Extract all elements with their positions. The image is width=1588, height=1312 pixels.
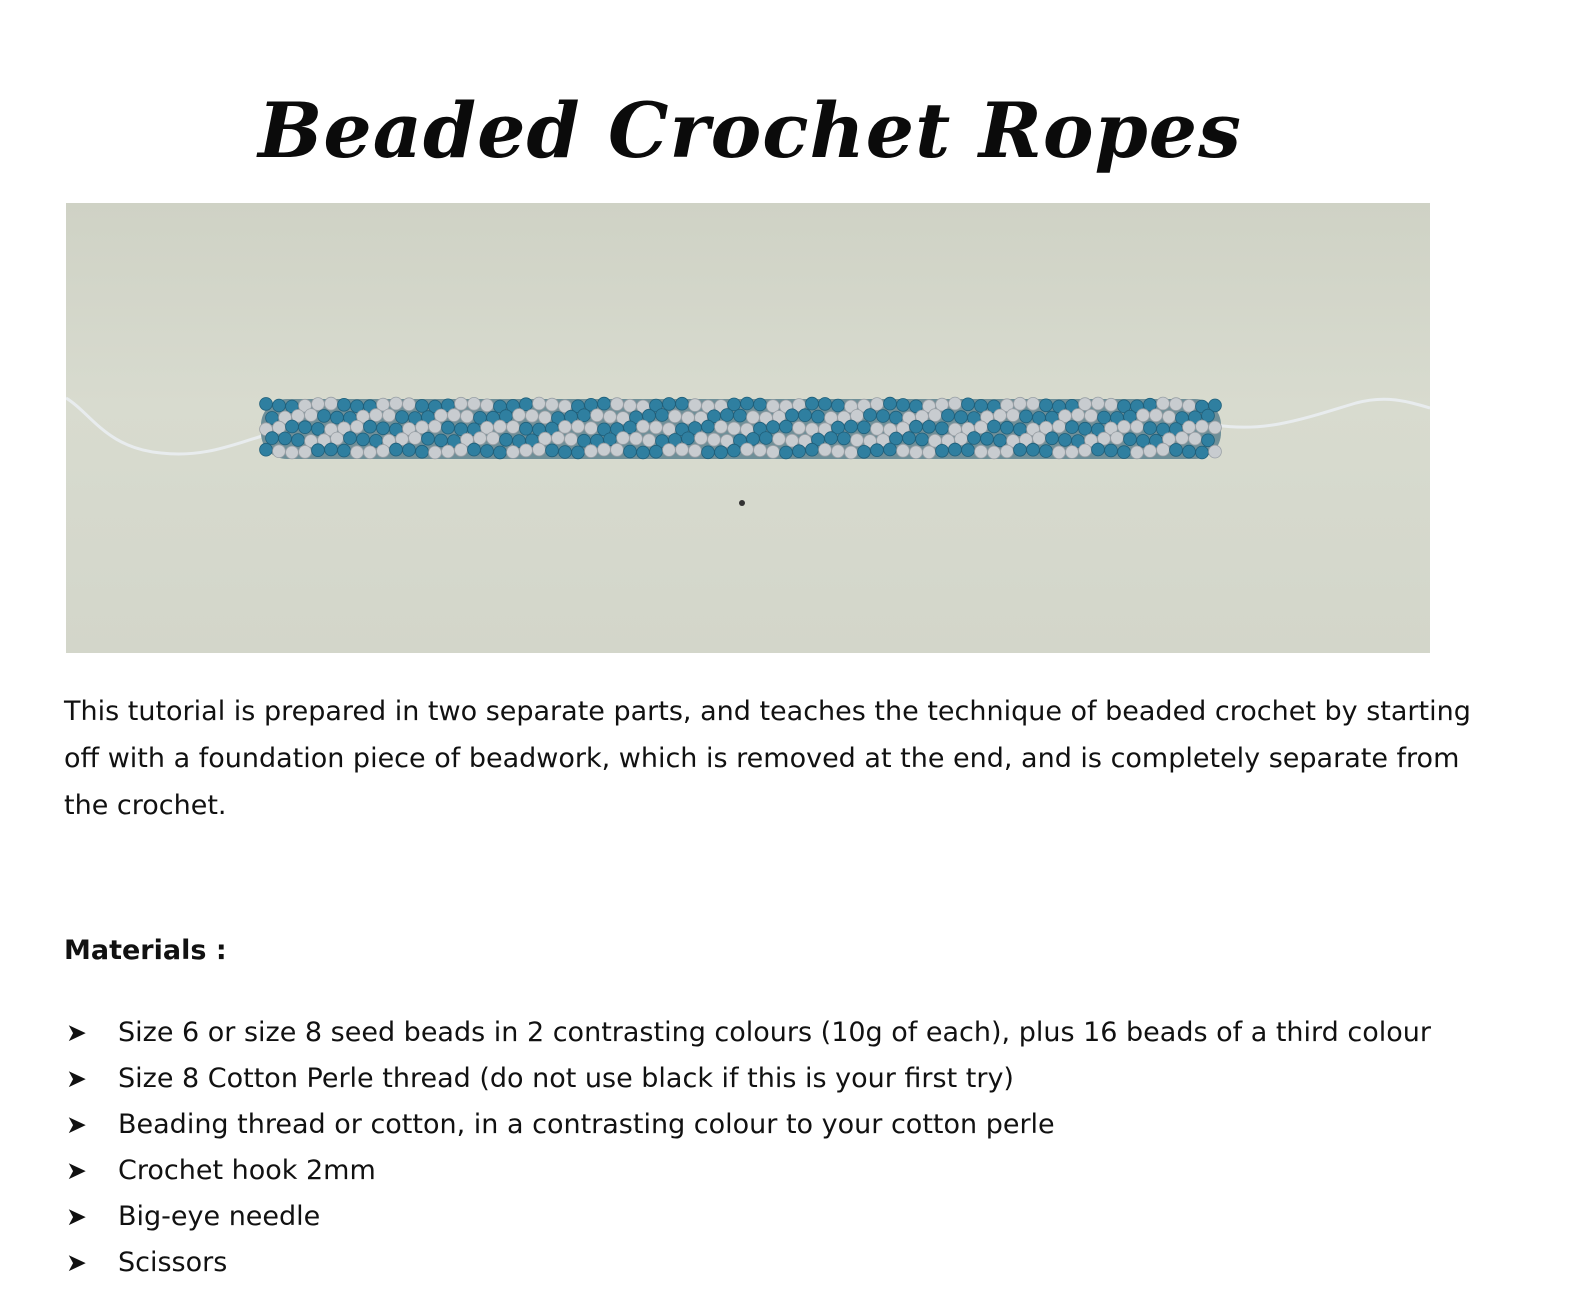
blue-bead	[468, 443, 481, 456]
blue-bead	[1092, 443, 1105, 456]
silver-bead	[416, 421, 429, 434]
blue-bead	[721, 409, 734, 422]
silver-bead	[1072, 409, 1085, 422]
silver-bead	[533, 443, 546, 456]
materials-item	[64, 1102, 1504, 1148]
silver-bead	[273, 445, 286, 458]
blue-bead	[741, 397, 754, 410]
silver-bead	[988, 446, 1001, 459]
arrowhead-bullet-icon: ➤	[66, 1156, 87, 1185]
silver-bead	[461, 410, 474, 423]
silver-bead	[1176, 432, 1189, 445]
blue-bead	[819, 398, 832, 411]
silver-bead	[819, 443, 832, 456]
blue-bead	[442, 421, 455, 434]
blue-bead	[754, 398, 767, 411]
silver-bead	[1053, 420, 1066, 433]
silver-bead	[520, 444, 533, 457]
blue-bead	[884, 443, 897, 456]
silver-bead	[1105, 398, 1118, 411]
blue-bead	[994, 434, 1007, 447]
silver-bead	[585, 445, 598, 458]
arrowhead-bullet-icon: ➤	[66, 1248, 87, 1277]
silver-bead	[507, 446, 520, 459]
silver-bead	[1007, 409, 1020, 422]
silver-bead	[929, 409, 942, 422]
blue-bead	[578, 409, 591, 422]
materials-list	[64, 1010, 1504, 1286]
blue-bead	[279, 432, 292, 445]
silver-bead	[1092, 397, 1105, 410]
silver-bead	[1209, 445, 1222, 458]
blue-bead	[767, 421, 780, 434]
blue-bead	[682, 432, 695, 445]
silver-bead	[552, 432, 565, 445]
right-thread	[1216, 399, 1430, 427]
blue-bead	[292, 434, 305, 447]
silver-bead	[539, 411, 552, 424]
silver-bead	[728, 422, 741, 435]
silver-bead	[1157, 443, 1170, 456]
blue-bead	[838, 432, 851, 445]
silver-bead	[637, 420, 650, 433]
silver-bead	[364, 446, 377, 459]
blue-bead	[715, 446, 728, 459]
silver-bead	[1137, 409, 1150, 422]
blue-bead	[1079, 422, 1092, 435]
blue-bead	[286, 420, 299, 433]
blue-bead	[520, 398, 533, 411]
blue-bead	[1066, 421, 1079, 434]
left-thread	[66, 398, 266, 454]
blue-bead	[884, 397, 897, 410]
silver-bead	[747, 411, 760, 424]
blue-bead	[273, 399, 286, 412]
silver-bead	[585, 422, 598, 435]
silver-bead	[565, 433, 578, 446]
blue-bead	[845, 420, 858, 433]
blue-bead	[806, 397, 819, 410]
intro-paragraph: This tutorial is prepared in two separate parts, and teaches the technique of beaded crochet by starting off with a foundation piece of beadwork, which is removed at the end, and is completely separate from the crochet.	[64, 696, 1471, 821]
silver-bead	[591, 409, 604, 422]
blue-bead	[338, 398, 351, 411]
materials-item-text: Crochet hook 2mm	[118, 1155, 376, 1186]
blue-bead	[949, 443, 962, 456]
blue-bead	[318, 410, 331, 423]
silver-bead	[383, 409, 396, 422]
arrowhead-bullet-icon: ➤	[66, 1018, 87, 1047]
silver-bead	[643, 434, 656, 447]
silver-bead	[559, 421, 572, 434]
silver-bead	[526, 409, 539, 422]
silver-bead	[487, 432, 500, 445]
materials-item-text: Size 8 Cotton Perle thread (do not use black if this is your first try)	[118, 1063, 1014, 1094]
arrowhead-bullet-icon: ➤	[66, 1064, 87, 1093]
silver-bead	[949, 397, 962, 410]
silver-bead	[695, 432, 708, 445]
blue-bead	[871, 444, 884, 457]
silver-bead	[572, 420, 585, 433]
blue-bead	[910, 420, 923, 433]
blue-bead	[1001, 421, 1014, 434]
blue-bead	[975, 400, 988, 413]
silver-bead	[1118, 420, 1131, 433]
silver-bead	[793, 422, 806, 435]
blue-bead	[559, 446, 572, 459]
silver-bead	[630, 432, 643, 445]
blue-bead	[780, 446, 793, 459]
silver-bead	[1196, 420, 1209, 433]
materials-item-text: Size 6 or size 8 seed beads in 2 contrasting colours (10g of each), plus 16 beads of a third colour	[118, 1017, 1431, 1048]
silver-bead	[494, 420, 507, 433]
materials-item-text: Scissors	[118, 1247, 228, 1278]
silver-bead	[468, 397, 481, 410]
blue-bead	[598, 397, 611, 410]
silver-bead	[305, 409, 318, 422]
blue-bead	[520, 422, 533, 435]
blue-bead	[1105, 444, 1118, 457]
silver-bead	[910, 446, 923, 459]
blue-bead	[1040, 399, 1053, 412]
silver-bead	[754, 444, 767, 457]
silver-bead	[1066, 446, 1079, 459]
blue-bead	[312, 444, 325, 457]
silver-bead	[1131, 420, 1144, 433]
silver-bead	[1209, 421, 1222, 434]
blue-bead	[864, 409, 877, 422]
blue-bead	[1059, 434, 1072, 447]
silver-bead	[429, 446, 442, 459]
silver-bead	[481, 399, 494, 412]
blue-bead	[799, 409, 812, 422]
silver-bead	[507, 421, 520, 434]
silver-bead	[604, 410, 617, 423]
silver-bead	[325, 397, 338, 410]
blue-bead	[500, 433, 513, 446]
materials-item	[64, 1240, 1504, 1286]
silver-bead	[773, 433, 786, 446]
blue-bead	[1046, 432, 1059, 445]
silver-bead	[1014, 397, 1027, 410]
blue-bead	[494, 446, 507, 459]
blue-bead	[396, 411, 409, 424]
blue-bead	[734, 409, 747, 422]
blue-bead	[1020, 410, 1033, 423]
silver-bead	[676, 443, 689, 456]
arrowhead-bullet-icon: ➤	[66, 1202, 87, 1231]
silver-bead	[351, 446, 364, 459]
silver-bead	[1150, 409, 1163, 422]
blue-bead	[266, 432, 279, 445]
silver-bead	[871, 398, 884, 411]
silver-bead	[650, 421, 663, 434]
silver-bead	[708, 433, 721, 446]
silver-bead	[1170, 398, 1183, 411]
blue-bead	[546, 444, 559, 457]
blue-bead	[403, 444, 416, 457]
blue-bead	[435, 434, 448, 447]
blue-bead	[728, 444, 741, 457]
blue-bead	[806, 443, 819, 456]
silver-bead	[377, 445, 390, 458]
blue-bead	[344, 432, 357, 445]
blue-bead	[422, 432, 435, 445]
silver-bead	[767, 446, 780, 459]
bead-group	[260, 397, 1222, 459]
blue-bead	[1124, 433, 1137, 446]
silver-bead	[390, 397, 403, 410]
silver-bead	[975, 421, 988, 434]
blue-bead	[812, 410, 825, 423]
blue-bead	[760, 432, 773, 445]
silver-bead	[975, 445, 988, 458]
materials-item-text: Big-eye needle	[118, 1201, 321, 1232]
silver-bead	[923, 446, 936, 459]
silver-bead	[1001, 445, 1014, 458]
silver-bead	[669, 410, 682, 423]
blue-bead	[338, 444, 351, 457]
blue-bead	[572, 446, 585, 459]
blue-bead	[942, 409, 955, 422]
silver-bead	[897, 444, 910, 457]
blue-bead	[988, 420, 1001, 433]
silver-bead	[715, 421, 728, 434]
silver-bead	[741, 443, 754, 456]
silver-bead	[1163, 411, 1176, 424]
blue-bead	[858, 421, 871, 434]
materials-item	[64, 1056, 1504, 1102]
silver-bead	[1157, 397, 1170, 410]
silver-bead	[689, 399, 702, 412]
silver-bead	[1085, 409, 1098, 422]
blue-bead	[858, 445, 871, 458]
blue-bead	[936, 444, 949, 457]
blue-bead	[1196, 446, 1209, 459]
blue-bead	[968, 432, 981, 445]
blue-bead	[312, 423, 325, 436]
blue-bead	[702, 446, 715, 459]
silver-bead	[871, 423, 884, 436]
silver-bead	[1033, 432, 1046, 445]
materials-item	[64, 1148, 1504, 1194]
silver-bead	[1079, 398, 1092, 411]
silver-bead	[1189, 432, 1202, 445]
blue-bead	[702, 420, 715, 433]
blue-bead	[923, 420, 936, 433]
blue-bead	[1144, 422, 1157, 435]
blue-bead	[955, 411, 968, 424]
silver-bead	[533, 397, 546, 410]
silver-bead	[513, 409, 526, 422]
blue-bead	[1202, 434, 1215, 447]
silver-bead	[851, 434, 864, 447]
silver-bead	[624, 399, 637, 412]
blue-bead	[916, 433, 929, 446]
silver-bead	[474, 432, 487, 445]
blue-bead	[936, 422, 949, 435]
silver-bead	[1111, 432, 1124, 445]
rope-photo	[66, 203, 1430, 653]
blue-bead	[897, 399, 910, 412]
materials-item	[64, 1010, 1504, 1056]
blue-bead	[1183, 445, 1196, 458]
document-title: Beaded Crochet Ropes	[258, 85, 1242, 175]
blue-bead	[416, 400, 429, 413]
silver-bead	[1079, 444, 1092, 457]
silver-bead	[1183, 399, 1196, 412]
blue-bead	[650, 445, 663, 458]
silver-bead	[409, 432, 422, 445]
silver-bead	[455, 397, 468, 410]
blue-bead	[260, 443, 273, 456]
blue-bead	[390, 443, 403, 456]
blue-bead	[299, 421, 312, 434]
silver-bead	[546, 398, 559, 411]
blue-bead	[832, 399, 845, 412]
blue-bead	[1118, 446, 1131, 459]
silver-bead	[351, 420, 364, 433]
silver-bead	[370, 409, 383, 422]
photo-speck	[739, 500, 745, 506]
blue-bead	[793, 445, 806, 458]
silver-bead	[689, 444, 702, 457]
silver-bead	[403, 398, 416, 411]
blue-bead	[416, 445, 429, 458]
silver-bead	[429, 420, 442, 433]
blue-bead	[1040, 445, 1053, 458]
blue-bead	[1014, 443, 1027, 456]
blue-bead	[377, 422, 390, 435]
materials-heading: Materials :	[64, 935, 227, 966]
blue-bead	[903, 432, 916, 445]
blue-bead	[637, 446, 650, 459]
blue-bead	[780, 420, 793, 433]
silver-bead	[617, 432, 630, 445]
silver-bead	[845, 446, 858, 459]
silver-bead	[1027, 397, 1040, 410]
materials-item-text: Beading thread or cotton, in a contrasting colour to your cotton perle	[118, 1109, 1055, 1140]
arrowhead-bullet-icon: ➤	[66, 1110, 87, 1139]
blue-bead	[663, 398, 676, 411]
blue-bead	[962, 398, 975, 411]
blue-bead	[357, 433, 370, 446]
blue-bead	[364, 420, 377, 433]
blue-bead	[624, 445, 637, 458]
blue-bead	[1098, 411, 1111, 424]
blue-bead	[481, 445, 494, 458]
blue-bead	[825, 432, 838, 445]
blue-bead	[325, 443, 338, 456]
silver-bead	[299, 446, 312, 459]
silver-bead	[598, 443, 611, 456]
blue-bead	[877, 410, 890, 423]
silver-bead	[312, 398, 325, 411]
silver-bead	[442, 445, 455, 458]
silver-bead	[448, 409, 461, 422]
silver-bead	[1144, 445, 1157, 458]
blue-bead	[786, 409, 799, 422]
blue-bead	[1027, 443, 1040, 456]
silver-bead	[455, 444, 468, 457]
blue-bead	[1170, 444, 1183, 457]
silver-bead	[663, 444, 676, 457]
rope-illustration	[66, 203, 1430, 653]
blue-bead	[656, 409, 669, 422]
blue-bead	[962, 444, 975, 457]
silver-bead	[286, 446, 299, 459]
silver-bead	[611, 444, 624, 457]
blue-bead	[981, 432, 994, 445]
silver-bead	[611, 398, 624, 411]
blue-bead	[676, 397, 689, 410]
silver-bead	[832, 445, 845, 458]
silver-bead	[1131, 446, 1144, 459]
materials-item	[64, 1194, 1504, 1240]
silver-bead	[1053, 446, 1066, 459]
blue-bead	[260, 398, 273, 411]
